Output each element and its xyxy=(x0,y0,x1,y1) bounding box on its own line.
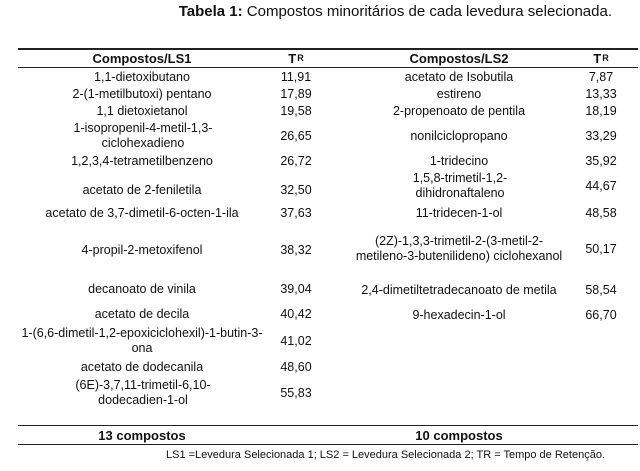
ls1-retention-time: 55,83 xyxy=(280,385,312,400)
ls1-retention-time: 40,42 xyxy=(280,306,312,321)
ls2-retention-time: 44,67 xyxy=(585,178,617,193)
ls1-retention-time: 32,50 xyxy=(280,182,312,197)
ls1-compound: acetato de dodecanila xyxy=(80,359,204,374)
ls2-retention-time: 13,33 xyxy=(585,87,617,101)
ls2-compound: 2-propenoato de pentila xyxy=(392,104,526,118)
ls1-compound: (6E)-3,7,11-trimetil-6,10-dodecadien-1-ol xyxy=(75,378,211,407)
ls1-compound: 1-(6,6-dimetil-1,2-epoxiciclohexil)-1-butin-3-ona xyxy=(21,326,263,355)
ls1-compound: 1,2,3,4-tetrametilbenzeno xyxy=(71,153,213,168)
ls2-compound: estireno xyxy=(436,87,482,101)
ls2-compound: 11-tridecen-1-ol xyxy=(415,205,503,220)
header-rule xyxy=(18,67,638,68)
header-compostos-ls1: Compostos/LS1 xyxy=(92,51,192,66)
ls1-compound: acetato de 2-feniletila xyxy=(82,182,202,197)
caption-label: Tabela 1: xyxy=(178,3,243,20)
ls1-retention-time: 41,02 xyxy=(280,333,312,348)
footer-rule xyxy=(18,444,638,445)
ls1-compound: decanoato de vinila xyxy=(88,281,196,296)
abbreviation-legend: LS1 =Levedura Selecionada 1; LS2 = Levedura Selecionada 2; TR = Tempo de Retenção. xyxy=(166,449,605,461)
ls1-compound: acetato de decila xyxy=(94,306,190,321)
ls1-retention-time: 19,58 xyxy=(280,104,312,118)
ls1-total-count: 13 compostos xyxy=(98,428,186,443)
ls1-compound: 1-isopropenil-4-metil-1,3-ciclohexadieno xyxy=(73,121,213,150)
ls2-retention-time: 35,92 xyxy=(585,153,617,168)
ls1-retention-time: 48,60 xyxy=(280,359,312,374)
ls2-compound: acetato de Isobutila xyxy=(404,70,514,84)
header-compostos-ls2: Compostos/LS2 xyxy=(409,51,509,66)
ls2-compound: 9-hexadecin-1-ol xyxy=(412,307,506,322)
ls1-retention-time: 26,72 xyxy=(280,153,312,168)
ls1-compound: 1,1-dietoxibutano xyxy=(94,70,190,84)
ls2-compound: 2,4-dimetiltetradecanoato de metila xyxy=(361,282,557,297)
ls1-retention-time: 38,32 xyxy=(280,242,312,257)
ls2-retention-time: 50,17 xyxy=(585,241,617,256)
ls2-compound: (2Z)-1,3,3-trimetil-2-(3-metil-2-metileno-3-butenilideno) ciclohexanol xyxy=(355,234,563,263)
ls2-compound: 1,5,8-trimetil-1,2-dihidronaftaleno xyxy=(412,171,508,200)
ls2-compound: 1-tridecino xyxy=(429,153,489,168)
ls2-retention-time: 33,29 xyxy=(585,128,617,143)
ls2-retention-time: 7,87 xyxy=(588,70,614,84)
header-tr2-base: T xyxy=(593,51,602,66)
ls2-compound: nonilciclopropano xyxy=(410,128,508,143)
ls2-total-count: 10 compostos xyxy=(415,428,503,443)
ls1-retention-time: 11,91 xyxy=(280,70,312,84)
header-tr1-sub: R xyxy=(297,53,304,63)
ls1-compound: 1,1 dietoxietanol xyxy=(96,104,188,118)
ls2-retention-time: 58,54 xyxy=(585,282,617,297)
header-tr-ls1 xyxy=(266,50,326,67)
table-caption xyxy=(0,3,612,20)
header-tr-ls2 xyxy=(570,50,632,67)
ls1-retention-time: 26,65 xyxy=(280,128,312,143)
ls2-retention-time: 48,58 xyxy=(585,205,617,220)
ls2-retention-time: 66,70 xyxy=(585,307,617,322)
header-tr1-base: T xyxy=(288,51,297,66)
ls1-compound: acetato de 3,7-dimetil-6-octen-1-ila xyxy=(45,205,239,220)
header-tr2-sub: R xyxy=(602,53,609,63)
ls1-retention-time: 37,63 xyxy=(280,205,312,220)
body-bottom-rule xyxy=(18,425,638,426)
ls1-compound: 4-propil-2-metoxifenol xyxy=(81,242,203,257)
ls1-retention-time: 39,04 xyxy=(280,281,312,296)
caption-text: Compostos minoritários de cada levedura selecionada. xyxy=(242,3,612,20)
ls2-retention-time: 18,19 xyxy=(585,104,617,118)
ls1-compound: 2-(1-metilbutoxi) pentano xyxy=(72,87,212,101)
ls1-retention-time: 17,89 xyxy=(280,87,312,101)
